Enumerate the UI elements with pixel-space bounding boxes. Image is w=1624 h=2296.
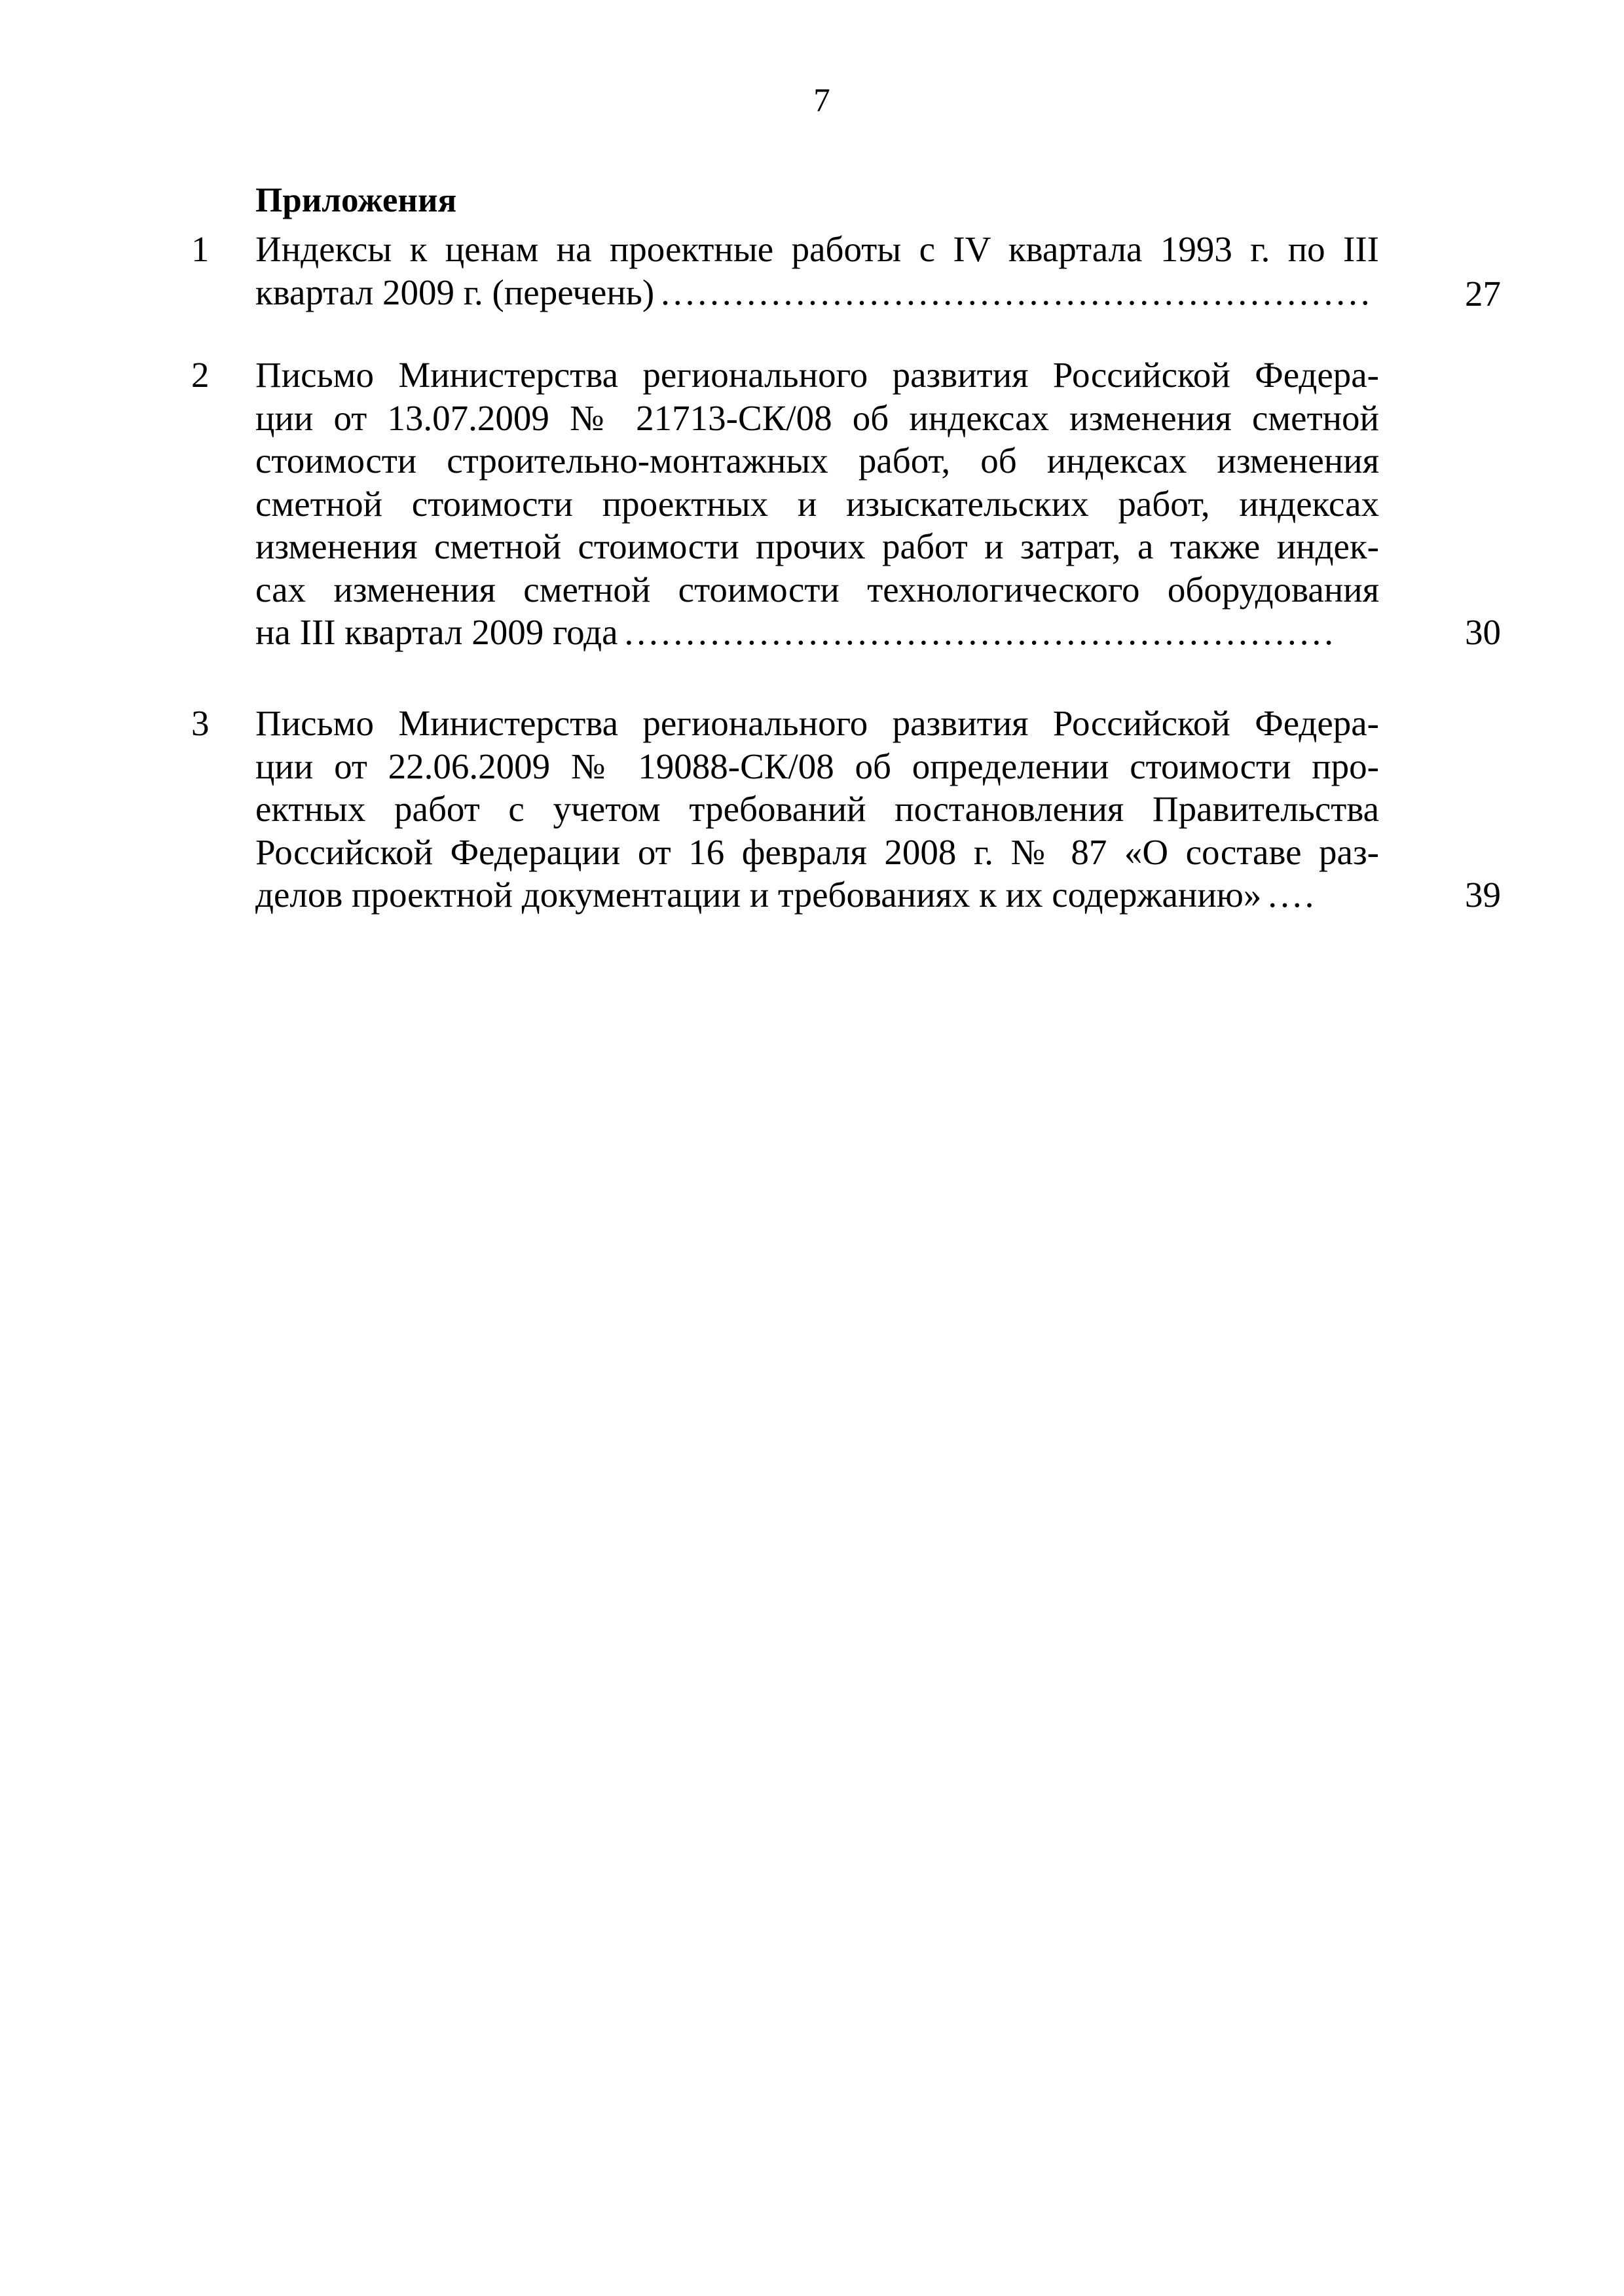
entry-line-text: квартал 2009 г. (перечень) <box>255 272 655 312</box>
entry-number: 1 <box>191 229 210 269</box>
entry-line: ции от 22.06.2009 № 19088-СК/08 об определении стоимости про- <box>255 746 1379 786</box>
entry-line: Письмо Министерства регионального развития Российской Федера- <box>255 703 1379 743</box>
entry-line-text: на III квартал 2009 года <box>255 612 618 652</box>
entry-line: ции от 13.07.2009 № 21713-СК/08 об индексах изменения сметной <box>255 397 1379 438</box>
entry-line-text: делов проектной документации и требованиях к их содержанию» <box>255 875 1262 915</box>
entry-line: изменения сметной стоимости прочих работ и затрат, а также индек- <box>255 526 1379 566</box>
entry-line: ектных работ с учетом требований постановления Правительства <box>255 789 1379 829</box>
entry-line: Письмо Министерства регионального развития Российской Федера- <box>255 355 1379 395</box>
entry-line-last <box>255 611 1379 654</box>
section-heading: Приложения <box>255 181 457 219</box>
entry-line: сах изменения сметной стоимости технологического оборудования <box>255 569 1379 610</box>
entry-number: 2 <box>191 355 210 395</box>
entry-page-number: 27 <box>1465 274 1501 314</box>
dot-leader: .......................................................... <box>624 612 1337 652</box>
entry-line: Российской Федерации от 16 февраля 2008 г. № 87 «О составе раз- <box>255 831 1379 872</box>
dot-leader: .......................................................... <box>661 272 1373 312</box>
entry-line-last <box>255 873 1379 917</box>
entry-line-last <box>255 271 1379 314</box>
entry-number: 3 <box>191 703 210 743</box>
entry-title <box>255 354 1379 654</box>
entry-title <box>255 228 1379 314</box>
entry-page-number: 39 <box>1465 875 1501 915</box>
entry-title <box>255 702 1379 917</box>
dot-leader: .... <box>1268 875 1318 915</box>
entry-line: Индексы к ценам на проектные работы с IV квартала 1993 г. по III <box>255 229 1379 269</box>
entry-line: сметной стоимости проектных и изыскательских работ, индексах <box>255 483 1379 524</box>
page-number: 7 <box>813 82 830 119</box>
entry-page-number: 30 <box>1465 612 1501 652</box>
entry-line: стоимости строительно-монтажных работ, об индексах изменения <box>255 441 1379 481</box>
